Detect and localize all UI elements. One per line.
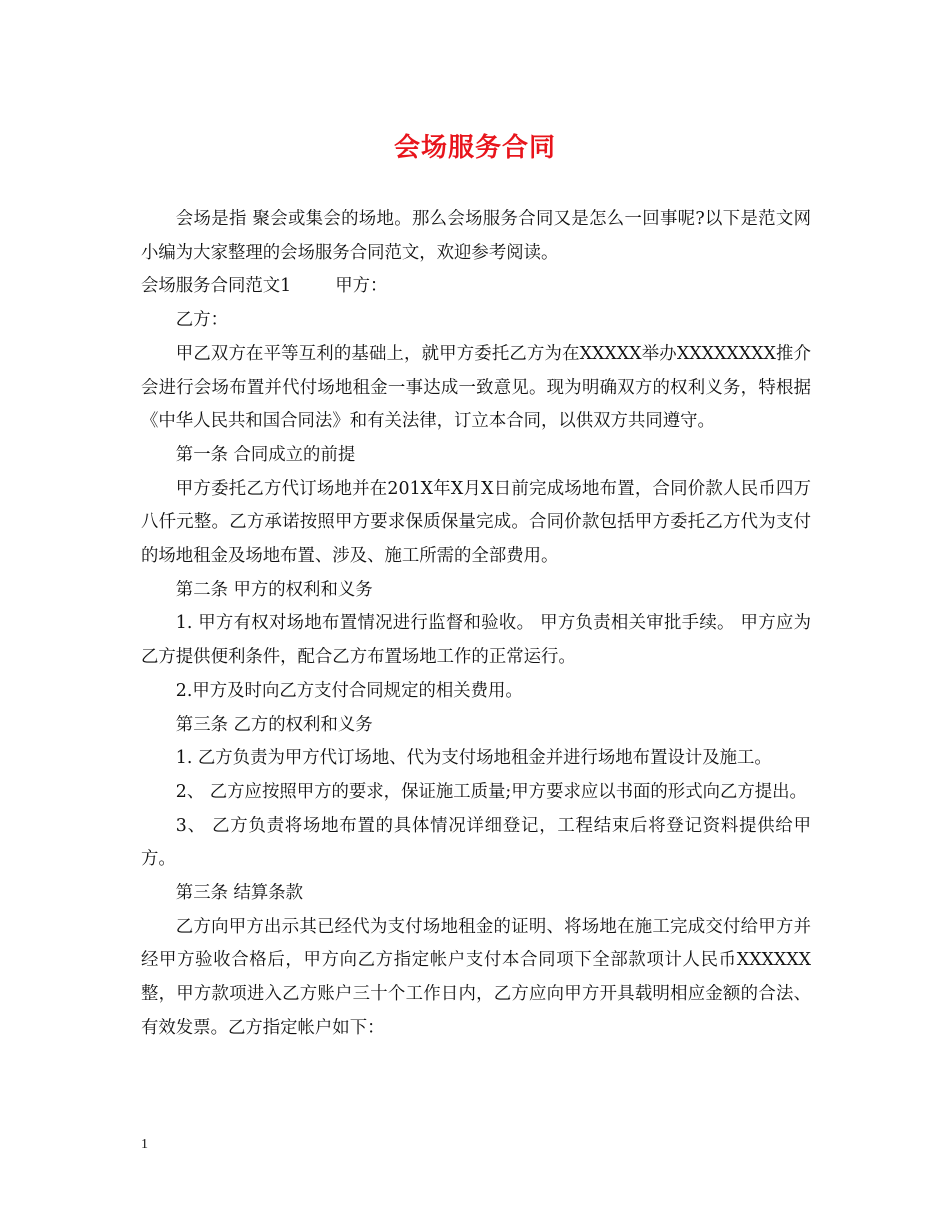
article2-item1: 1. 甲方有权对场地布置情况进行监督和验收。 甲方负责相关审批手续。 甲方应为乙方提供便利条件，配合乙方布置场地工作的正常运行。 — [141, 613, 811, 668]
document-title: 会场服务合同 — [393, 133, 556, 163]
article4-text: 乙方向甲方出示其已经代为支付场地租金的证明、将场地在施工完成交付给甲方并经甲方验收合格后，甲方向乙方指定帐户支付本合同项下全部款项计人民币XXXXXX整，甲方款项进入乙方账户三十个工作日内，乙方应向甲方开具载明相应金额的合法、有效发票。乙方指定帐户如下： — [141, 916, 811, 1038]
intro-paragraph: 会场是指 聚会或集会的场地。那么会场服务合同又是怎么一回事呢?以下是范文网小编为大家整理的会场服务合同范文，欢迎参考阅读。 — [141, 209, 811, 263]
article2-item2: 2.甲方及时向乙方支付合同规定的相关费用。 — [175, 680, 523, 701]
article3-item2: 2、 乙方应按照甲方的要求，保证施工质量;甲方要求应以书面的形式向乙方提出。 — [175, 781, 807, 802]
sample-heading: 会场服务合同范文1 — [141, 276, 292, 297]
article1-heading: 第一条 合同成立的前提 — [175, 444, 356, 465]
article3-item1: 1. 乙方负责为甲方代订场地、代为支付场地租金并进行场地布置设计及施工。 — [175, 748, 772, 769]
article2-heading: 第二条 甲方的权利和义务 — [175, 579, 373, 600]
article4-heading: 第三条 结算条款 — [175, 883, 304, 904]
party-b-label: 乙方： — [175, 310, 228, 331]
article3-item3: 3、 乙方负责将场地布置的具体情况详细登记，工程结束后将登记资料提供给甲方。 — [141, 815, 811, 870]
page-number: 1 — [141, 1137, 148, 1152]
preamble-paragraph: 甲乙双方在平等互利的基础上，就甲方委托乙方为在XXXXX举办XXXXXXXX推介会进行会场布置并代付场地租金一事达成一致意见。现为明确双方的权利义务，特根据《中华人民共和国合同法》和有关法律，订立本合同，以供双方共同遵守。 — [141, 343, 811, 432]
article3-heading: 第三条 乙方的权利和义务 — [175, 714, 373, 735]
document-body — [141, 203, 811, 1046]
sample-heading-line — [141, 270, 811, 304]
party-a-label: 甲方： — [335, 276, 388, 297]
article1-text: 甲方委托乙方代订场地并在201X年X月X日前完成场地布置，合同价款人民币四万八仟元整。乙方承诺按照甲方要求保质保量完成。合同价款包括甲方委托乙方代为支付的场地租金及场地布置、涉及、施工所需的全部费用。 — [141, 478, 811, 567]
